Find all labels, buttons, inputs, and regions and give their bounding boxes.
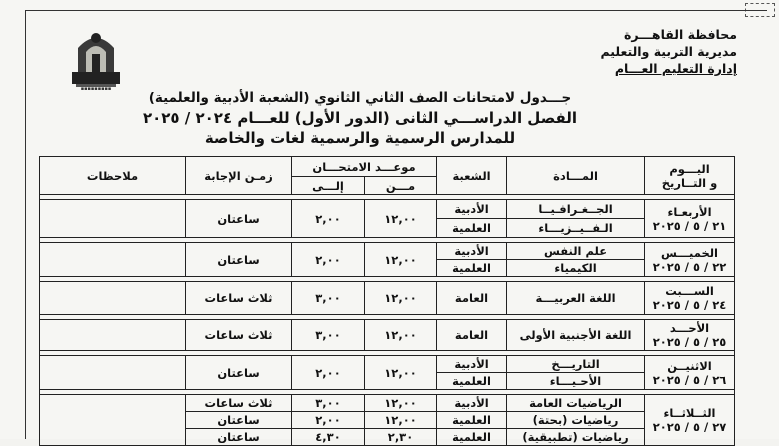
day-name: الاثنيــن xyxy=(667,358,712,373)
from-cell: ١٢,٠٠ xyxy=(365,395,437,412)
branch-cell: العلمية xyxy=(437,219,507,238)
table-row xyxy=(40,200,735,219)
branch-cell: العلمية xyxy=(437,260,507,277)
subject-cell: الكيمياء xyxy=(507,260,645,277)
duration-cell: ساعتان xyxy=(186,356,292,390)
duration-cell: ساعتان xyxy=(186,412,292,429)
page-border-top xyxy=(25,10,767,11)
branch-cell: العامة xyxy=(437,282,507,315)
subject-cell: رياضيات (بحتة) xyxy=(507,412,645,429)
administration-label: إدارة التعليم العـــام xyxy=(614,61,737,76)
day-date: ٢١ / ٥ / ٢٠٢٥ xyxy=(652,218,727,233)
header-from: مـــن xyxy=(365,177,437,195)
logo-caption: ▪▪▪▪▪▪▪▪▪ xyxy=(80,86,112,92)
day-cell xyxy=(645,356,735,390)
table-row xyxy=(40,395,735,412)
notes-cell xyxy=(40,200,186,238)
notes-cell xyxy=(40,243,186,277)
table-row xyxy=(40,282,735,315)
notes-cell xyxy=(40,320,186,351)
day-date: ٢٤ / ٥ / ٢٠٢٥ xyxy=(652,298,727,312)
day-name: الخميـــس xyxy=(661,245,719,260)
day-name: الســـبت xyxy=(665,284,714,298)
exam-schedule-table xyxy=(39,156,735,446)
to-cell: ٢,٠٠ xyxy=(292,356,365,390)
from-cell: ١٢,٠٠ xyxy=(365,412,437,429)
header-branch: الشعبة xyxy=(437,157,507,195)
page-border-left xyxy=(25,10,26,439)
subject-cell: الـفــيــزيـــاء xyxy=(507,219,645,238)
subject-cell: الجــغـرافـيــا xyxy=(507,200,645,219)
duration-cell: ساعتان xyxy=(186,243,292,277)
title-line-3: للمدارس الرسمية والرسمية لغات والخاصة xyxy=(204,129,516,147)
governorate-label: محافظة القاهـــرة xyxy=(623,27,737,42)
document-title xyxy=(120,88,600,149)
header-exam-time: موعـــد الامتحـــان xyxy=(292,157,437,177)
header-notes: ملاحظات xyxy=(40,157,186,195)
branch-cell: العلمية xyxy=(437,412,507,429)
day-date: ٢٢ / ٥ / ٢٠٢٥ xyxy=(652,259,727,274)
branch-cell: الأدبية xyxy=(437,243,507,260)
duration-cell: ثلاث ساعات xyxy=(186,320,292,351)
from-cell: ١٢,٠٠ xyxy=(365,320,437,351)
from-cell: ١٢,٠٠ xyxy=(365,200,437,238)
day-date: ٢٥ / ٥ / ٢٠٢٥ xyxy=(652,335,727,349)
title-line-1: جـــدول لامتحانات الصف الثاني الثانوي (الشعبة الأدبية والعلمية) xyxy=(148,90,572,106)
branch-cell: الأدبية xyxy=(437,356,507,373)
to-cell: ٢,٠٠ xyxy=(292,243,365,277)
issuing-authority xyxy=(600,26,737,77)
branch-cell: العلمية xyxy=(437,429,507,446)
duration-cell: ساعتان xyxy=(186,429,292,446)
subject-cell: علم النفس xyxy=(507,243,645,260)
table-row xyxy=(40,356,735,373)
directorate-label: مديرية التربية والتعليم xyxy=(600,44,737,59)
branch-cell: الأدبية xyxy=(437,395,507,412)
notes-cell xyxy=(40,395,186,446)
day-cell xyxy=(645,320,735,351)
to-cell: ٢,٠٠ xyxy=(292,200,365,238)
day-name: الثــلاثــاء xyxy=(663,406,716,420)
duration-cell: ثلاث ساعات xyxy=(186,395,292,412)
header-subject: المـــادة xyxy=(507,157,645,195)
duration-cell: ثلاث ساعات xyxy=(186,282,292,315)
duration-cell: ساعتان xyxy=(186,200,292,238)
subject-cell: اللغة العربيـــة xyxy=(507,282,645,315)
branch-cell: العلمية xyxy=(437,373,507,390)
from-cell: ٢,٣٠ xyxy=(365,429,437,446)
subject-cell: التاريـــخ xyxy=(507,356,645,373)
header-day: اليـــوم xyxy=(669,161,710,176)
to-cell: ٢,٠٠ xyxy=(292,412,365,429)
subject-cell: الأحـيـــاء xyxy=(507,373,645,390)
notes-cell xyxy=(40,282,186,315)
day-cell xyxy=(645,243,735,277)
branch-cell: الأدبية xyxy=(437,200,507,219)
day-date: ٢٦ / ٥ / ٢٠٢٥ xyxy=(652,372,727,387)
subject-cell: الرياضيات العامة xyxy=(507,395,645,412)
from-cell: ١٢,٠٠ xyxy=(365,282,437,315)
subject-cell: اللغة الأجنبية الأولى xyxy=(507,320,645,351)
header-day-date xyxy=(645,157,735,195)
branch-cell: العامة xyxy=(437,320,507,351)
title-line-2: الفصل الدراســـي الثانى (الدور الأول) للعـــام ٢٠٢٤ / ٢٠٢٥ xyxy=(142,109,578,127)
notes-cell xyxy=(40,356,186,390)
day-cell xyxy=(645,200,735,238)
header-duration: زمـن الإجابة xyxy=(186,157,292,195)
day-name: الأحـــد xyxy=(669,321,710,335)
from-cell: ١٢,٠٠ xyxy=(365,356,437,390)
to-cell: ٣,٠٠ xyxy=(292,395,365,412)
to-cell: ٣,٠٠ xyxy=(292,282,365,315)
header-to: إلـــى xyxy=(292,177,365,195)
header-date: و التــاريخ xyxy=(661,175,718,190)
day-cell xyxy=(645,395,735,446)
table-row xyxy=(40,320,735,351)
subject-cell: رياضيات (تطبيقية) xyxy=(507,429,645,446)
day-name: الأربعـاء xyxy=(667,204,712,219)
to-cell: ٤,٣٠ xyxy=(292,429,365,446)
table-row xyxy=(40,243,735,260)
to-cell: ٣,٠٠ xyxy=(292,320,365,351)
ministry-logo-icon xyxy=(68,24,124,92)
day-cell xyxy=(645,282,735,315)
day-date: ٢٧ / ٥ / ٢٠٢٥ xyxy=(652,420,727,434)
from-cell: ١٢,٠٠ xyxy=(365,243,437,277)
